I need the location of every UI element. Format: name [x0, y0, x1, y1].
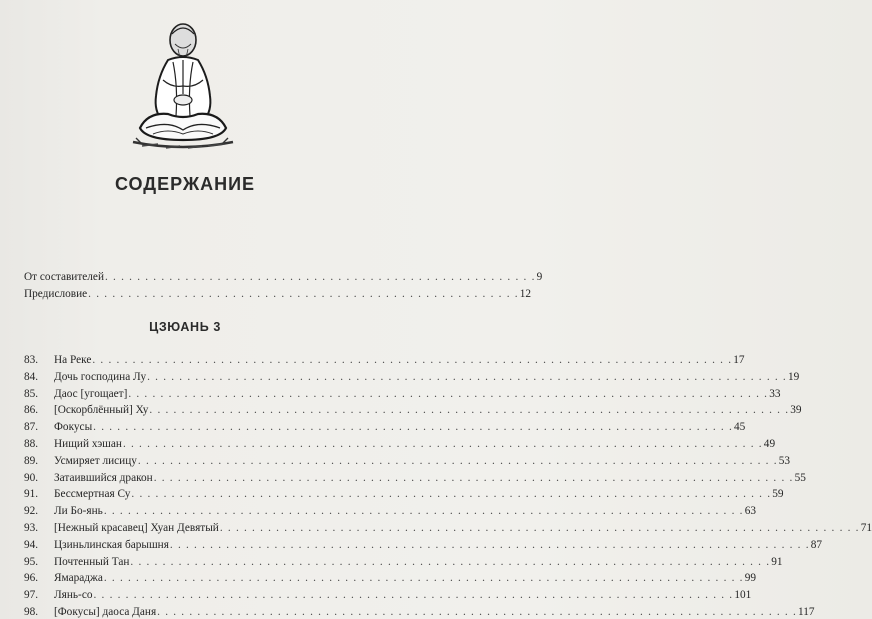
leader-dots: . . . . . . . . . . . . . . . . . . . . . . . . . . . . . . . . . . . . . . . . . . . . . . . . . . . . . . . . . . . . . . . . . . . . . . . . . . . . . . . . — [157, 606, 798, 618]
toc-entry-number: 91. — [24, 488, 39, 501]
toc-entry-page-number: 91 — [771, 555, 783, 568]
toc-entry-title: [Фокусы] даоса Даня — [54, 606, 157, 618]
leader-dots: . . . . . . . . . . . . . . . . . . . . . . . . . . . . . . . . . . . . . . . . . . . . . . . . . . . . . . . . . . . . . . . . . . . . . . . . . . . . . . . . — [130, 555, 771, 568]
toc-entry-number: 92. — [24, 505, 39, 518]
toc-entry-row[interactable] — [24, 420, 746, 434]
leader-dots: . . . . . . . . . . . . . . . . . . . . . . . . . . . . . . . . . . . . . . . . . . . . . . . . . . . . . . — [105, 271, 536, 283]
toc-entry-title: Затаившийся дракон — [54, 471, 153, 484]
toc-entry-row[interactable] — [24, 471, 806, 485]
toc-entry-number: 87. — [24, 421, 39, 434]
toc-entry-title: [Нежный красавец] Хуан Девятый — [54, 522, 219, 534]
toc-entry-page-number: 19 — [787, 370, 800, 383]
leader-dots: . . . . . . . . . . . . . . . . . . . . . . . . . . . . . . . . . . . . . . . . . . . . . . . . . . . . . . — [88, 288, 519, 300]
seated-monk-illustration — [128, 16, 238, 156]
toc-entry-title: Цзиньлинская барышня — [54, 538, 169, 551]
toc-entry-row[interactable] — [24, 588, 752, 602]
leader-dots: . . . . . . . . . . . . . . . . . . . . . . . . . . . . . . . . . . . . . . . . . . . . . . . . . . . . . . . . . . . . . . . . . . . . . . . . . . . . . . . . — [93, 589, 734, 602]
toc-entry-row[interactable] — [24, 437, 776, 451]
toc-entry-number: 85. — [24, 387, 39, 400]
toc-entry-number: 97. — [24, 589, 39, 602]
leader-dots: . . . . . . . . . . . . . . . . . . . . . . . . . . . . . . . . . . . . . . . . . . . . . . . . . . . . . . . . . . . . . . . . . . . . . . . . . . . . . . . . — [219, 522, 860, 534]
toc-entry-row[interactable] — [24, 571, 757, 585]
toc-entry-number: 93. — [24, 522, 39, 534]
toc-entry-row[interactable] — [24, 504, 756, 518]
toc-entry-row[interactable] — [24, 403, 802, 417]
leader-dots: . . . . . . . . . . . . . . . . . . . . . . . . . . . . . . . . . . . . . . . . . . . . . . . . . . . . . . . . . . . . . . . . . . . . . . . . . . . . . . . . — [128, 387, 769, 400]
toc-entry-number: 98. — [24, 606, 39, 618]
toc-row-front-matter[interactable] — [24, 270, 543, 284]
leader-dots: . . . . . . . . . . . . . . . . . . . . . . . . . . . . . . . . . . . . . . . . . . . . . . . . . . . . . . . . . . . . . . . . . . . . . . . . . . . . . . . . — [131, 488, 772, 501]
leader-dots: . . . . . . . . . . . . . . . . . . . . . . . . . . . . . . . . . . . . . . . . . . . . . . . . . . . . . . . . . . . . . . . . . . . . . . . . . . . . . . . . — [153, 471, 794, 484]
toc-entry-page-number: 99 — [744, 572, 757, 585]
toc-entry-title: Даос [угощает] — [54, 387, 128, 400]
toc-entry-row[interactable] — [24, 387, 781, 401]
toc-entry-row[interactable] — [24, 538, 823, 552]
toc-entry-row[interactable] — [24, 487, 784, 501]
toc-entry-title: Бессмертная Су — [54, 488, 131, 501]
toc-entry-title: Ли Бо-янь — [54, 505, 103, 518]
toc-entry-page-number: 101 — [734, 589, 752, 602]
section-heading: ЦЗЮАНЬ 3 — [149, 320, 221, 334]
leader-dots: . . . . . . . . . . . . . . . . . . . . . . . . . . . . . . . . . . . . . . . . . . . . . . . . . . . . . . . . . . . . . . . . . . . . . . . . . . . . . . . . — [92, 354, 733, 366]
toc-entry-page-number: 63 — [744, 505, 756, 518]
toc-entry-page-number: 39 — [790, 404, 802, 417]
leader-dots: . . . . . . . . . . . . . . . . . . . . . . . . . . . . . . . . . . . . . . . . . . . . . . . . . . . . . . . . . . . . . . . . . . . . . . . . . . . . . . . . — [169, 538, 810, 551]
toc-page-number: 12 — [519, 288, 532, 300]
toc-entry-row[interactable] — [24, 555, 783, 569]
toc-title: От составителей — [24, 271, 104, 283]
toc-entry-number: 95. — [24, 555, 39, 568]
toc-entry-row[interactable] — [24, 353, 745, 367]
leader-dots: . . . . . . . . . . . . . . . . . . . . . . . . . . . . . . . . . . . . . . . . . . . . . . . . . . . . . . . . . . . . . . . . . . . . . . . . . . . . . . . . — [103, 505, 744, 518]
toc-entry-row[interactable] — [24, 454, 791, 468]
toc-entry-page-number: 49 — [763, 438, 776, 450]
leader-dots: . . . . . . . . . . . . . . . . . . . . . . . . . . . . . . . . . . . . . . . . . . . . . . . . . . . . . . . . . . . . . . . . . . . . . . . . . . . . . . . . — [147, 370, 787, 383]
toc-entry-title: Лянь-со — [54, 589, 93, 602]
toc-entry-number: 88. — [24, 438, 39, 450]
contents-heading: СОДЕРЖАНИЕ — [114, 174, 256, 194]
toc-entry-title: Дочь господина Лу — [54, 370, 147, 383]
leader-dots: . . . . . . . . . . . . . . . . . . . . . . . . . . . . . . . . . . . . . . . . . . . . . . . . . . . . . . . . . . . . . . . . . . . . . . . . . . . . . . . . — [103, 572, 744, 585]
toc-entry-number: 90. — [24, 471, 39, 484]
toc-entry-page-number: 17 — [733, 354, 745, 366]
toc-entry-number: 83. — [24, 354, 39, 366]
toc-entry-title: Нищий хэшан — [54, 438, 122, 450]
toc-entry-number: 96. — [24, 572, 39, 585]
toc-entry-page-number: 71 — [860, 522, 872, 534]
toc-entry-page-number: 55 — [794, 471, 806, 484]
toc-entry-page-number: 33 — [769, 387, 781, 400]
toc-entry-number: 94. — [24, 538, 39, 551]
toc-entry-page-number: 59 — [772, 488, 784, 501]
toc-entry-page-number: 45 — [734, 421, 746, 434]
leader-dots: . . . . . . . . . . . . . . . . . . . . . . . . . . . . . . . . . . . . . . . . . . . . . . . . . . . . . . . . . . . . . . . . . . . . . . . . . . . . . . . . — [93, 421, 734, 434]
toc-row-front-matter[interactable] — [24, 287, 532, 301]
toc-entry-number: 89. — [24, 454, 39, 467]
leader-dots: . . . . . . . . . . . . . . . . . . . . . . . . . . . . . . . . . . . . . . . . . . . . . . . . . . . . . . . . . . . . . . . . . . . . . . . . . . . . . . . . — [149, 404, 790, 417]
toc-entry-title: Ямараджа — [54, 572, 103, 585]
toc-entry-page-number: 87 — [810, 538, 823, 551]
toc-page-number: 9 — [536, 271, 543, 283]
toc-entry-title: Усмиряет лисицу — [54, 454, 137, 467]
leader-dots: . . . . . . . . . . . . . . . . . . . . . . . . . . . . . . . . . . . . . . . . . . . . . . . . . . . . . . . . . . . . . . . . . . . . . . . . . . . . . . . . — [137, 454, 778, 467]
toc-entry-title: Почтенный Тан — [54, 555, 130, 568]
toc-entry-row[interactable] — [24, 370, 800, 384]
toc-entry-title: Фокусы — [54, 421, 93, 434]
toc-entry-row[interactable] — [24, 605, 815, 619]
toc-entry-number: 84. — [24, 370, 39, 383]
toc-title: Предисловие — [24, 288, 88, 300]
toc-entry-title: На Реке — [54, 354, 92, 366]
leader-dots: . . . . . . . . . . . . . . . . . . . . . . . . . . . . . . . . . . . . . . . . . . . . . . . . . . . . . . . . . . . . . . . . . . . . . . . . . . . . . . . . — [122, 438, 763, 450]
toc-entry-title: [Оскорблённый] Ху — [54, 404, 149, 417]
toc-entry-number: 86. — [24, 404, 39, 417]
toc-entry-row[interactable] — [24, 521, 872, 535]
toc-entry-page-number: 117 — [798, 606, 815, 618]
toc-entry-page-number: 53 — [778, 454, 791, 467]
